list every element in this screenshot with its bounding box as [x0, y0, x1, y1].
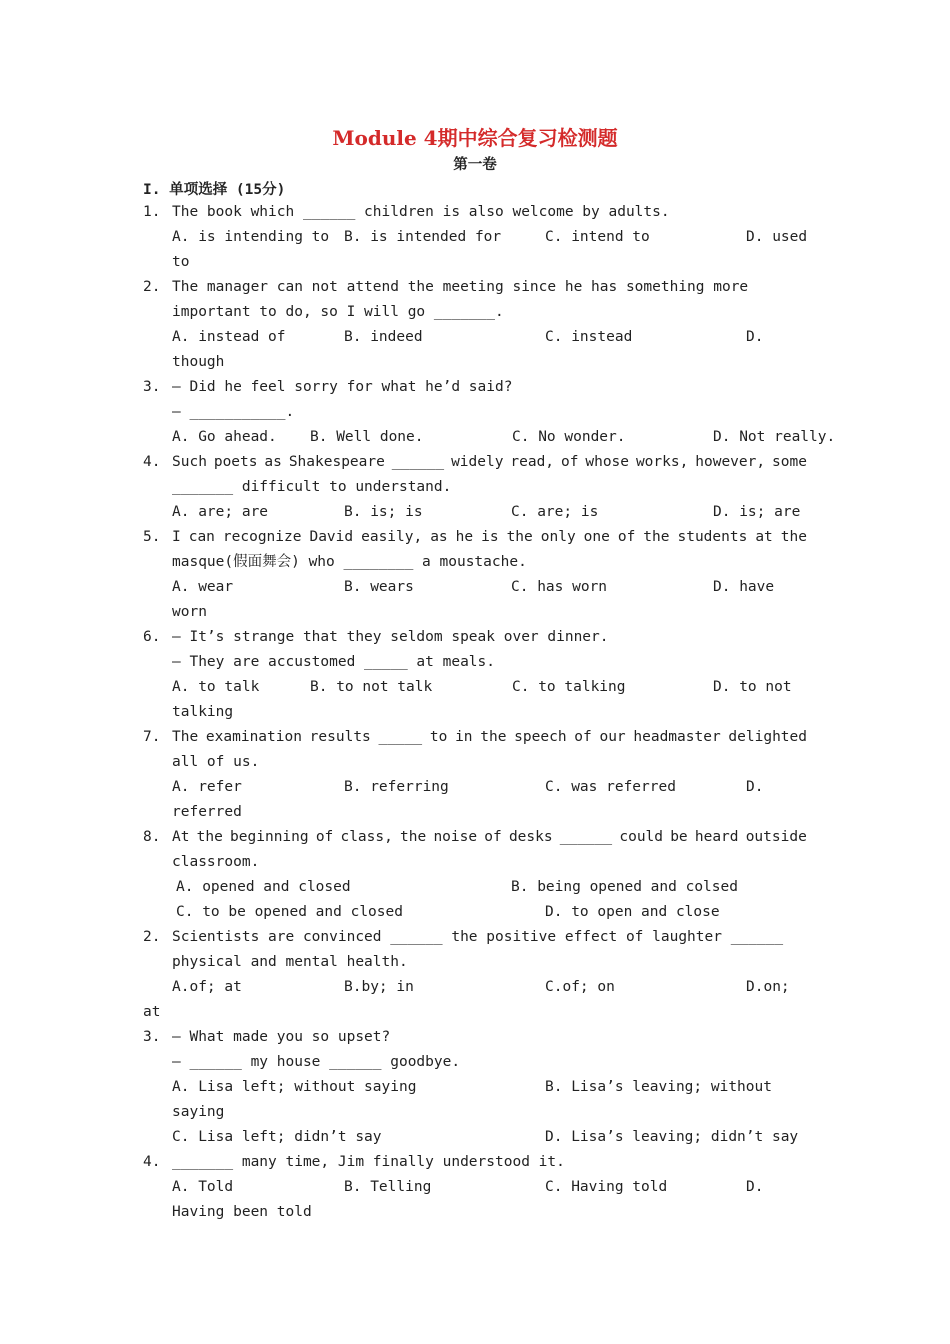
question-stem-line: — It’s strange that they seldom speak over dinner.	[172, 629, 609, 645]
options-row	[172, 225, 807, 250]
answer-option[interactable]: A. is intending to	[172, 229, 330, 245]
option-continuation: referred	[172, 804, 242, 820]
option-continuation: though	[172, 354, 225, 370]
options-row	[172, 500, 807, 525]
question-stem-line: The examination results _____ to in the speech of our headmaster delighted	[172, 729, 807, 745]
question-number: 3.	[143, 379, 161, 395]
question-stem-line: — They are accustomed _____ at meals.	[172, 654, 496, 670]
question-item	[143, 1025, 807, 1150]
options-row	[172, 900, 807, 925]
question-stem-line: Such poets as Shakespeare ______ widely read, of whose works, however, some	[172, 454, 807, 470]
question-stem-line: At the beginning of class, the noise of desks ______ could be heard outside	[172, 829, 807, 845]
options-row	[172, 575, 807, 600]
answer-option[interactable]: D.	[746, 779, 764, 795]
question-number: 4.	[143, 1154, 161, 1170]
question-item	[143, 825, 807, 925]
question-item	[143, 200, 807, 275]
answer-option[interactable]: B. referring	[344, 779, 449, 795]
option-continuation: to	[172, 254, 190, 270]
answer-option[interactable]: A. opened and closed	[176, 879, 351, 895]
answer-option[interactable]: B. being opened and colsed	[511, 879, 738, 895]
options-row	[172, 975, 807, 1000]
question-stem-line: all of us.	[172, 754, 260, 770]
question-number: 2.	[143, 929, 161, 945]
answer-option[interactable]: D. Not really.	[713, 429, 836, 445]
answer-option[interactable]: D. used	[746, 229, 808, 245]
question-stem-line: important to do, so I will go _______.	[172, 304, 504, 320]
answer-option[interactable]: B. indeed	[344, 329, 423, 345]
question-stem-line: physical and mental health.	[172, 954, 408, 970]
answer-option[interactable]: A. instead of	[172, 329, 286, 345]
question-list	[143, 200, 836, 1225]
answer-option[interactable]: B. is intended for	[344, 229, 502, 245]
question-number: 5.	[143, 529, 161, 545]
answer-option[interactable]: D. is; are	[713, 504, 801, 520]
answer-option[interactable]: C. was referred	[545, 779, 676, 795]
question-stem-line: — ______ my house ______ goodbye.	[172, 1054, 461, 1070]
answer-option[interactable]: A. to talk	[172, 679, 260, 695]
question-number: 3.	[143, 1029, 161, 1045]
options-row	[172, 1175, 807, 1200]
answer-option[interactable]: B. Well done.	[310, 429, 424, 445]
question-stem-line: _______ many time, Jim finally understood it.	[172, 1154, 565, 1170]
answer-option[interactable]: B. Telling	[344, 1179, 432, 1195]
answer-option[interactable]: D.	[746, 329, 764, 345]
answer-option[interactable]: D. to open and close	[545, 904, 720, 920]
question-stem-line: _______ difficult to understand.	[172, 479, 452, 495]
answer-option[interactable]: A. are; are	[172, 504, 269, 520]
answer-option[interactable]: C.of; on	[545, 979, 615, 995]
option-continuation: talking	[172, 704, 234, 720]
answer-option[interactable]: C. Lisa left; didn’t say	[172, 1129, 382, 1145]
answer-option[interactable]: C. No wonder.	[512, 429, 626, 445]
answer-option[interactable]: C. to talking	[512, 679, 626, 695]
option-continuation: at	[143, 1004, 161, 1020]
question-stem-line: — ___________.	[172, 404, 295, 420]
answer-option[interactable]: B. to not talk	[310, 679, 433, 695]
answer-option[interactable]: D. to not	[713, 679, 792, 695]
answer-option[interactable]: B. is; is	[344, 504, 423, 520]
question-number: 7.	[143, 729, 161, 745]
answer-option[interactable]: D. Lisa’s leaving; didn’t say	[545, 1129, 799, 1145]
question-number: 2.	[143, 279, 161, 295]
question-number: 1.	[143, 204, 161, 220]
answer-option[interactable]: A. Told	[172, 1179, 234, 1195]
question-stem-line: masque(假面舞会) who ________ a moustache.	[172, 554, 527, 570]
question-stem-line: I can recognize David easily, as he is the only one of the students at the	[172, 529, 807, 545]
answer-option[interactable]: C. has worn	[511, 579, 608, 595]
question-item	[143, 525, 807, 625]
answer-option[interactable]: C. instead	[545, 329, 633, 345]
answer-option[interactable]: C. Having told	[545, 1179, 668, 1195]
question-item	[143, 275, 807, 375]
question-stem-line: The book which ______ children is also welcome by adults.	[172, 204, 670, 220]
answer-option[interactable]: D. have	[713, 579, 775, 595]
question-number: 6.	[143, 629, 161, 645]
question-item	[143, 1150, 807, 1225]
question-stem-line: — Did he feel sorry for what he’d said?	[172, 379, 513, 395]
option-continuation: saying	[172, 1104, 225, 1120]
question-item	[143, 725, 807, 825]
options-row	[172, 875, 807, 900]
answer-option[interactable]: A.of; at	[172, 979, 242, 995]
question-number: 8.	[143, 829, 161, 845]
question-item	[143, 925, 807, 1025]
answer-option[interactable]: D.	[746, 1179, 764, 1195]
question-stem-line: classroom.	[172, 854, 260, 870]
answer-option[interactable]: D.on;	[746, 979, 790, 995]
question-stem-line: — What made you so upset?	[172, 1029, 391, 1045]
options-row	[172, 1125, 807, 1150]
page-subtitle: 第一卷	[453, 157, 497, 173]
question-item	[143, 375, 836, 450]
options-row	[172, 675, 807, 700]
page-title: Module 4期中综合复习检测题	[332, 126, 618, 150]
answer-option[interactable]: A. wear	[172, 579, 234, 595]
option-continuation: Having been told	[172, 1204, 312, 1220]
options-row	[172, 325, 807, 350]
question-stem-line: The manager can not attend the meeting since he has something more	[172, 279, 749, 295]
answer-option[interactable]: A. refer	[172, 779, 242, 795]
option-continuation: worn	[172, 604, 207, 620]
answer-option[interactable]: B. wears	[344, 579, 414, 595]
question-stem-line: Scientists are convinced ______ the positive effect of laughter ______	[172, 929, 784, 945]
answer-option[interactable]: C. intend to	[545, 229, 650, 245]
answer-option[interactable]: A. Lisa left; without saying	[172, 1079, 417, 1095]
answer-option[interactable]: C. are; is	[511, 504, 599, 520]
options-row	[172, 425, 836, 450]
answer-option[interactable]: B.by; in	[344, 979, 414, 995]
answer-option[interactable]: A. Go ahead.	[172, 429, 277, 445]
answer-option[interactable]: C. to be opened and closed	[176, 904, 403, 920]
section-heading: I. 单项选择 (15分)	[143, 182, 286, 198]
options-row	[172, 775, 807, 800]
question-item	[143, 450, 807, 525]
answer-option[interactable]: B. Lisa’s leaving; without	[545, 1079, 772, 1095]
question-number: 4.	[143, 454, 161, 470]
options-row	[172, 1075, 807, 1100]
question-item	[143, 625, 807, 725]
